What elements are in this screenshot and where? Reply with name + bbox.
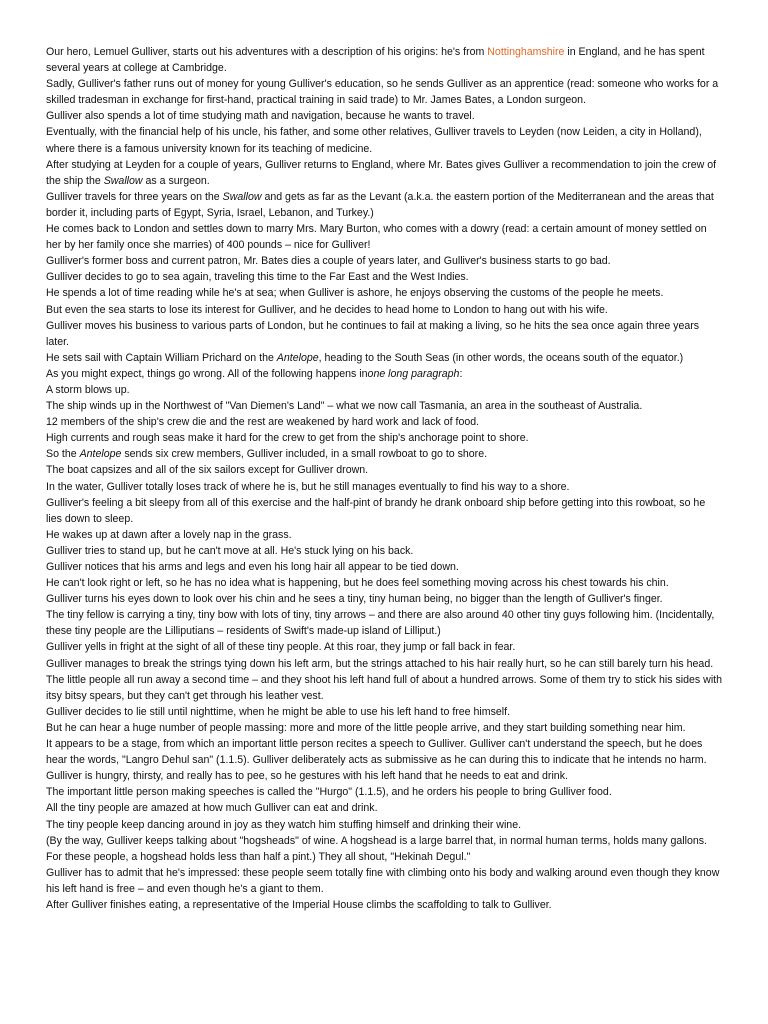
- paragraph-arrows: The little people all run away a second time – and they shoot his left hand full of about a hundred arrows. Some of them try to stick his sides with itsy bitsy spears, but they can't get through his leather vest.: [46, 673, 723, 702]
- paragraph-amazed: All the tiny people are amazed at how much Gulliver can eat and drink.: [46, 802, 378, 815]
- paragraph-storm: A storm blows up.: [46, 383, 130, 396]
- paragraph-sleepy: Gulliver's feeling a bit sleepy from all of this exercise and the half-pint of brandy he drank onboard ship before getting into this rowboat, so he lies down to sleep.: [46, 496, 706, 525]
- paragraph-lie-still: Gulliver decides to lie still until nighttime, when he might be able to use his left hand to free himself.: [46, 705, 511, 718]
- paragraph-currents: High currents and rough seas make it hard for the crew to get from the ship's anchorage point to shore.: [46, 432, 529, 445]
- paragraph-chest: He can't look right or left, so he has no idea what is happening, but he does feel something moving across his chest towards his chin.: [46, 577, 669, 590]
- paragraph-things-go-wrong: As you might expect, things go wrong. All of the following happens inone long paragraph:: [46, 367, 463, 380]
- paragraph-levant: Gulliver travels for three years on the Swallow and gets as far as the Levant (a.k.a. the eastern portion of the Mediterranean and the areas that border it, including parts of Egypt, Syria, Israel, Lebanon, and Turkey.): [46, 190, 714, 219]
- paragraph-marriage: He comes back to London and settles down to marry Mrs. Mary Burton, who comes with a dowry (read: a certain amount of money settled on her by her family once she marries) of 400 pounds – nice for Gulliver!: [46, 223, 707, 252]
- paragraph-math: Gulliver also spends a lot of time studying math and navigation, because he wants to travel.: [46, 110, 475, 123]
- ship-name-antelope: Antelope: [79, 448, 122, 461]
- paragraph-swallow-join: After studying at Leyden for a couple of years, Gulliver returns to England, where Mr. Bates gives Gulliver a recommendation to join the crew of the ship the Swallow as a surgeon.: [46, 158, 717, 187]
- paragraph-hungry: Gulliver is hungry, thirsty, and really has to pee, so he gestures with his left hand that he needs to eat and drink.: [46, 770, 568, 783]
- paragraph-crew-die: 12 members of the ship's crew die and the rest are weakened by hard work and lack of food.: [46, 416, 480, 429]
- paragraph-hogsheads: (By the way, Gulliver keeps talking about "hogsheads" of wine. A hogshead is a large barrel that, in normal human terms, holds many gallons. For these people, a hogshead holds less than half a pint.) They all shout, "Hekinah Degul.": [46, 834, 707, 863]
- emphasis-one-long-paragraph: one long paragraph: [367, 367, 460, 380]
- paragraph-hurgo: The important little person making speeches is called the "Hurgo" (1.1.5), and he orders his people to bring Gulliver food.: [46, 786, 612, 799]
- paragraph-impressed: Gulliver has to admit that he's impressed: these people seem totally fine with climbing onto his body and walking around even though they know his left hand is free – and even though he's a giant to them.: [46, 866, 720, 895]
- ship-name-swallow: Swallow: [222, 190, 262, 203]
- paragraph-strings: Gulliver manages to break the strings tying down his left arm, but the strings attached to his hair really hurt, so he can still barely turn his head.: [46, 657, 714, 670]
- paragraph-tied-down: Gulliver notices that his arms and legs and even his long hair all appear to be tied down.: [46, 561, 459, 573]
- paragraph-massing: But he can hear a huge number of people massing: more and more of the little people arrive, and they start building something near him.: [46, 721, 686, 734]
- paragraph-van-diemen: The ship winds up in the Northwest of "Van Diemen's Land" – what we now call Tasmania, an area in the southeast of Australia.: [46, 400, 643, 413]
- paragraph-wakes: He wakes up at dawn after a lovely nap in the grass.: [46, 528, 292, 541]
- paragraph-apprentice: Sadly, Gulliver's father runs out of money for young Gulliver's education, so he sends Gulliver as an apprentice (read: someone who works for a skilled tradesman in exchange for first-hand, practical training in said trade) to Mr. James Bates, a London surgeon.: [46, 78, 719, 107]
- paragraph-origins: Our hero, Lemuel Gulliver, starts out his adventures with a description of his origins: he's from Nottinghamshire in England, and he has spent several years at college at Cambridge.: [46, 46, 705, 75]
- ship-name-antelope: Antelope: [276, 351, 319, 364]
- nottinghamshire-link[interactable]: Nottinghamshire: [487, 46, 565, 58]
- paragraph-lilliputians: The tiny fellow is carrying a tiny, tiny bow with lots of tiny, tiny arrows – and there are also around 40 other tiny guys following him. (Incidentally, these tiny people are the Lilliputians – residents of Swift's made-up island of Lilliput.): [46, 609, 715, 638]
- paragraph-home: But even the sea starts to lose its interest for Gulliver, and he decides to head home to London to hang out with his wife.: [46, 303, 608, 316]
- paragraph-reading: He spends a lot of time reading while he's at sea; when Gulliver is ashore, he enjoys observing the customs of the people he meets.: [46, 287, 664, 300]
- paragraph-stage-speech: It appears to be a stage, from which an important little person recites a speech to Gulliver. Gulliver can't understand the speech, but he does hear the words, "Langro Dehul san" (1.1.5). Gulliver deliberately acts as submissive as he can during this to indicate that he intends no harm.: [46, 738, 707, 767]
- paragraph-far-east: Gulliver decides to go to sea again, traveling this time to the Far East and the West Indies.: [46, 271, 469, 284]
- ship-name-swallow: Swallow: [103, 174, 143, 187]
- paragraph-capsizes: The boat capsizes and all of the six sailors except for Gulliver drown.: [46, 464, 369, 477]
- paragraph-stuck: Gulliver tries to stand up, but he can't move at all. He's stuck lying on his back.: [46, 544, 414, 557]
- paragraph-leyden: Eventually, with the financial help of his uncle, his father, and some other relatives, Gulliver travels to Leyden (now Leiden, a city in Holland), where there is a famous university known for its teaching of medicine.: [46, 126, 702, 155]
- paragraph-business: Gulliver moves his business to various parts of London, but he continues to fail at making a living, so he hits the sea once again three years later.: [46, 319, 700, 348]
- paragraph-imperial-house: After Gulliver finishes eating, a representative of the Imperial House climbs the scaffolding to talk to Gulliver.: [46, 898, 552, 911]
- document-body: [46, 44, 722, 913]
- paragraph-water: In the water, Gulliver totally loses track of where he is, but he still manages eventually to find his way to a shore.: [46, 480, 570, 493]
- paragraph-yells: Gulliver yells in fright at the sight of all of these tiny people. At this roar, they jump or fall back in fear.: [46, 641, 516, 654]
- paragraph-antelope-sail: He sets sail with Captain William Prichard on the Antelope, heading to the South Seas (in other words, the oceans south of the equator.): [46, 351, 684, 364]
- paragraph-tiny-human: Gulliver turns his eyes down to look over his chin and he sees a tiny, tiny human being, no bigger than the length of Gulliver's finger.: [46, 593, 663, 606]
- paragraph-bates-dies: Gulliver's former boss and current patron, Mr. Bates dies a couple of years later, and Gulliver's business starts to go bad.: [46, 255, 611, 268]
- paragraph-rowboat: So the Antelope sends six crew members, Gulliver included, in a small rowboat to go to shore.: [46, 448, 488, 461]
- paragraph-dancing: The tiny people keep dancing around in joy as they watch him stuffing himself and drinking their wine.: [46, 818, 522, 831]
